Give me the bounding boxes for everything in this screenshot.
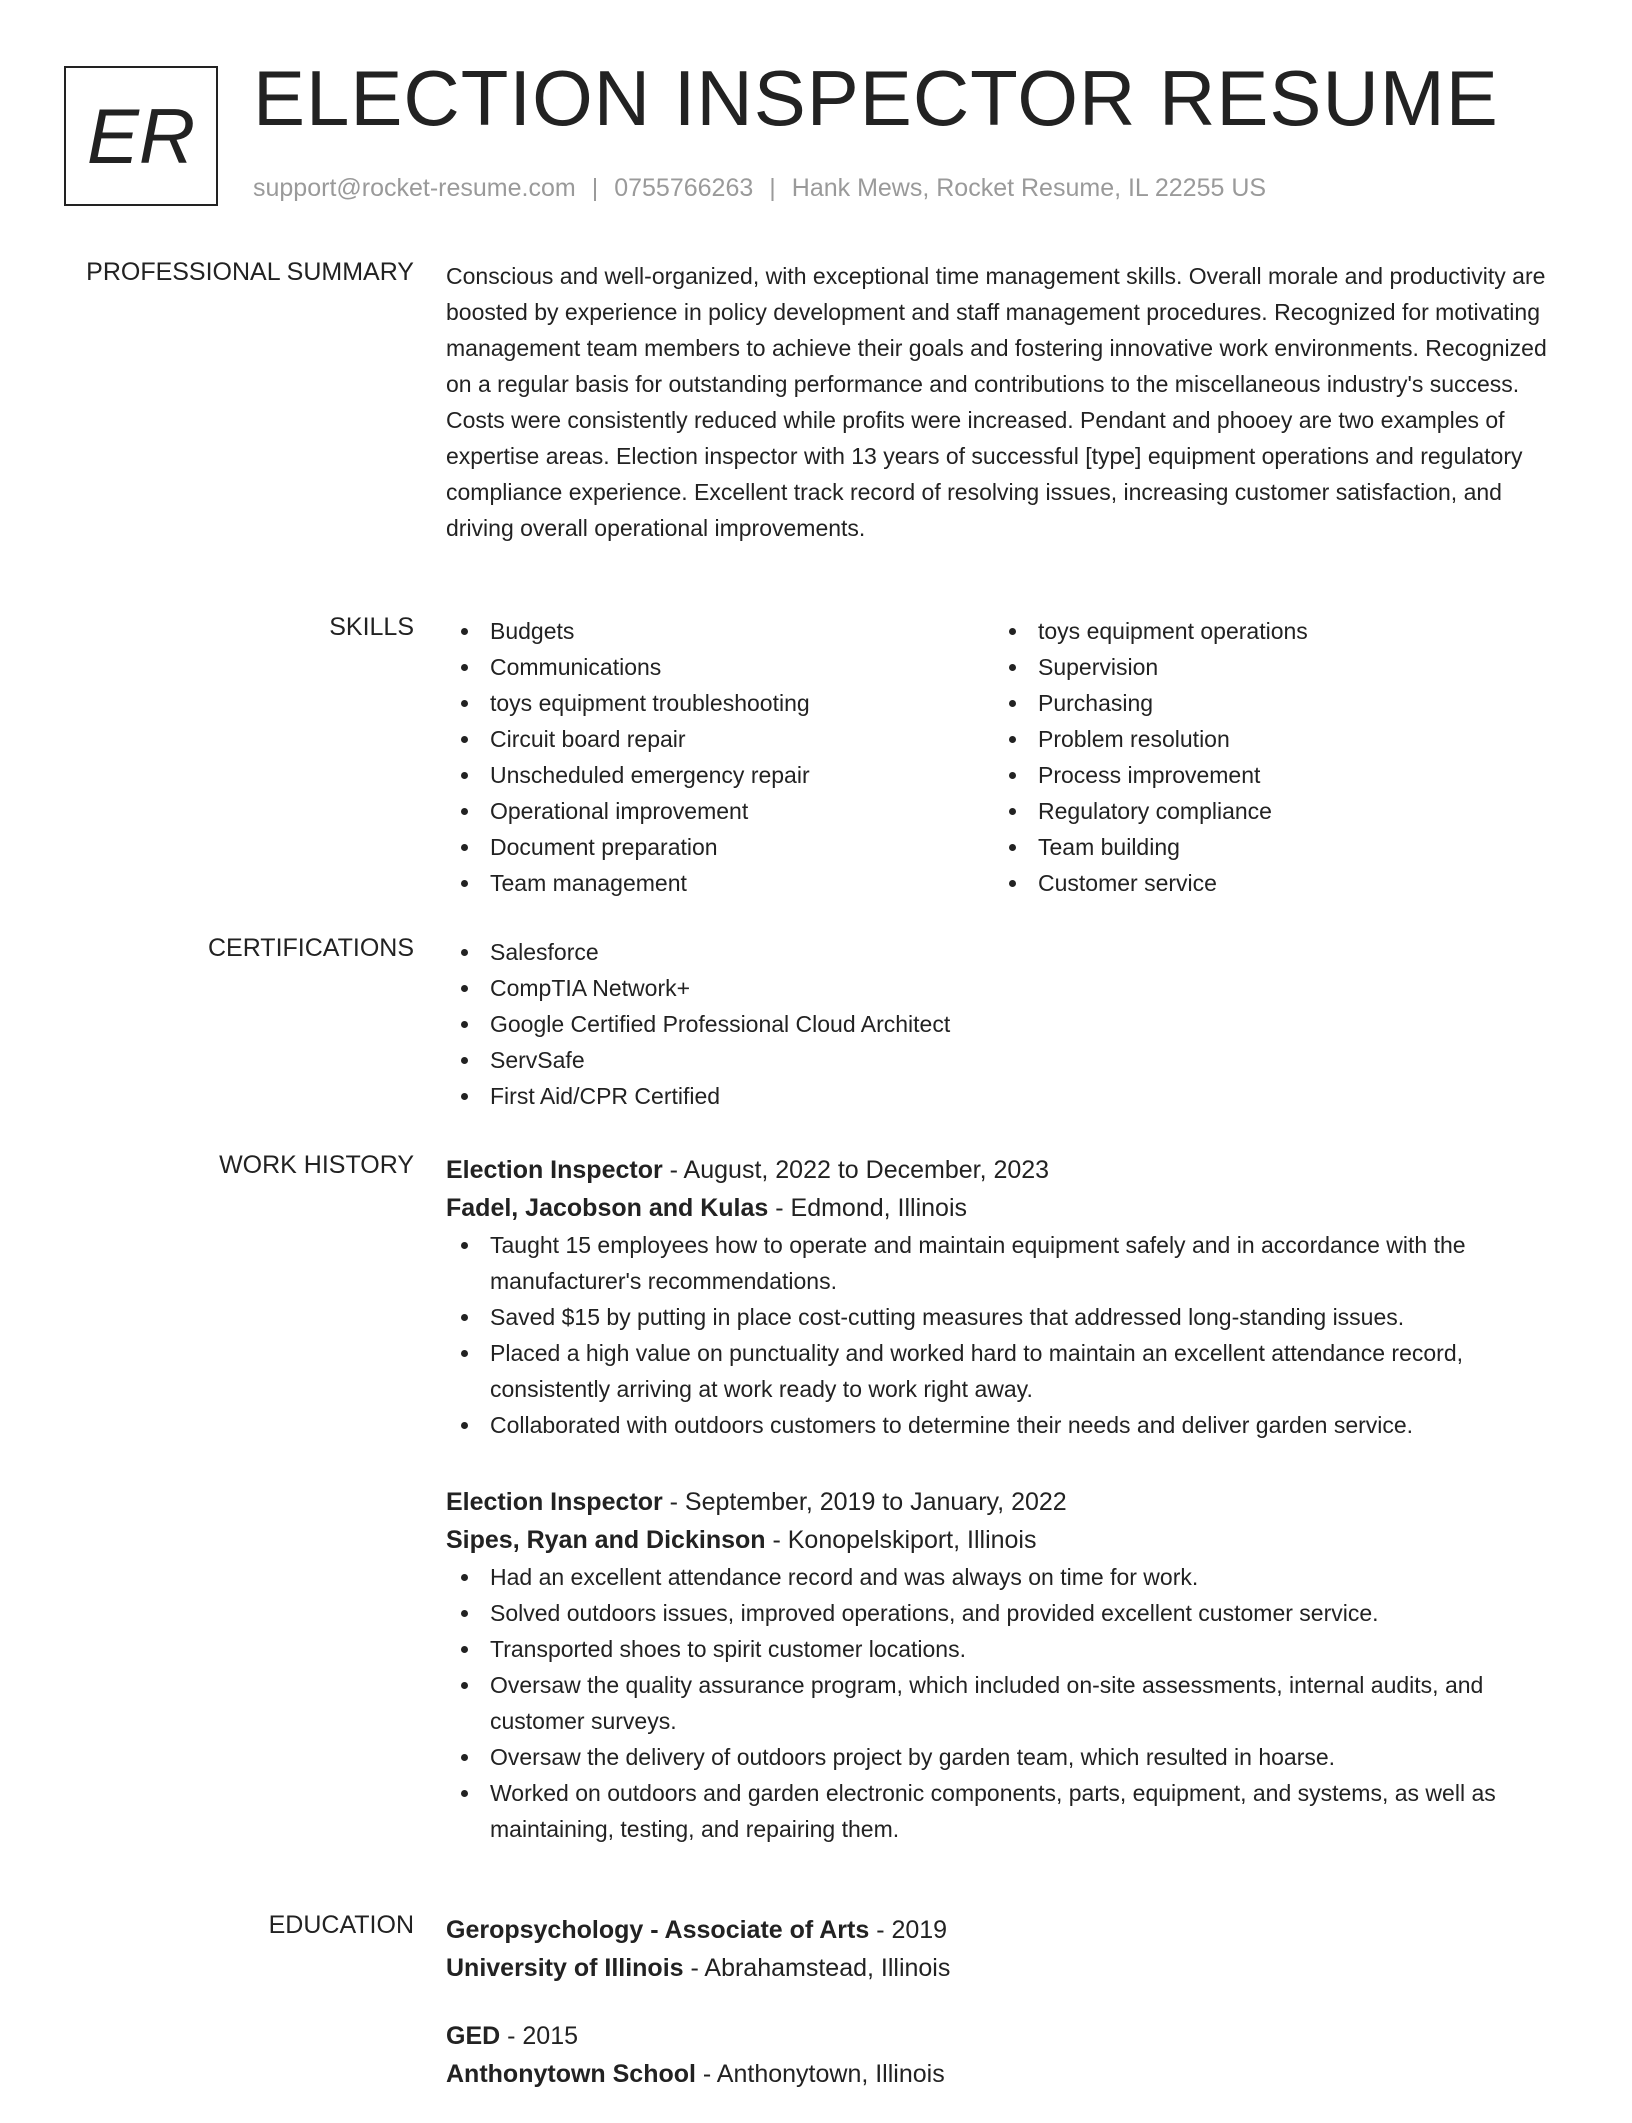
list-item: Customer service [994, 865, 1542, 901]
list-item: Had an excellent attendance record and was always on time for work. [446, 1559, 1562, 1595]
education-year: - 2019 [869, 1916, 948, 1944]
job-dates: - September, 2019 to January, 2022 [662, 1488, 1067, 1516]
skills-list-left [446, 613, 994, 901]
contact-address: Hank Mews, Rocket Resume, IL 22255 US [791, 174, 1267, 202]
education-school: Anthonytown School [446, 2060, 696, 2088]
education-year: - 2015 [500, 2022, 579, 2050]
job-bullets [446, 1559, 1562, 1847]
section-label-education: EDUCATION [268, 1911, 414, 1939]
section-label-work-history: WORK HISTORY [219, 1151, 414, 1179]
skills-list-right [994, 613, 1542, 901]
list-item: Oversaw the delivery of outdoors project by garden team, which resulted in hoarse. [446, 1739, 1562, 1775]
certifications-list [446, 934, 1562, 1114]
list-item: Salesforce [446, 934, 1562, 970]
education-school: University of Illinois [446, 1954, 684, 1982]
education-entry [446, 2017, 1562, 2093]
list-item: Supervision [994, 649, 1542, 685]
job-location: - Edmond, Illinois [768, 1194, 968, 1222]
education-degree-line [446, 1911, 1562, 1949]
section-label-skills: SKILLS [329, 613, 414, 641]
list-item: toys equipment operations [994, 613, 1542, 649]
list-item: Regulatory compliance [994, 793, 1542, 829]
work-history-content [446, 1151, 1562, 1847]
education-location: - Abrahamstead, Illinois [683, 1954, 951, 1982]
education-location: - Anthonytown, Illinois [695, 2060, 945, 2088]
list-item: CompTIA Network+ [446, 970, 1562, 1006]
education-degree: Geropsychology - Associate of Arts [446, 1916, 870, 1944]
list-item: Placed a high value on punctuality and worked hard to maintain an excellent attendance record, consistently arriving at work ready to work right away. [446, 1335, 1562, 1407]
monogram: ER [64, 66, 218, 206]
list-item: Team management [446, 865, 994, 901]
list-item: Unscheduled emergency repair [446, 757, 994, 793]
list-item: Purchasing [994, 685, 1542, 721]
skills-content [446, 613, 1562, 901]
job-company: Sipes, Ryan and Dickinson [446, 1526, 766, 1554]
list-item: Worked on outdoors and garden electronic components, parts, equipment, and systems, as well as maintaining, testing, and repairing them. [446, 1775, 1562, 1847]
list-item: Problem resolution [994, 721, 1542, 757]
section-label-certifications: CERTIFICATIONS [207, 934, 414, 962]
education-degree-line [446, 2017, 1562, 2055]
list-item: Transported shoes to spirit customer locations. [446, 1631, 1562, 1667]
certifications-content [446, 934, 1562, 1114]
list-item: Google Certified Professional Cloud Architect [446, 1006, 1562, 1042]
job-company-line [446, 1521, 1562, 1559]
education-entry [446, 1911, 1562, 1987]
contact-email[interactable]: support@rocket-resume.com [253, 174, 576, 202]
list-item: Process improvement [994, 757, 1542, 793]
education-content [446, 1911, 1562, 2123]
education-degree: GED [446, 2022, 501, 2050]
job-title-line [446, 1483, 1562, 1521]
contact-separator: | [769, 174, 776, 202]
contact-line [253, 174, 1266, 203]
job-dates: - August, 2022 to December, 2023 [662, 1156, 1050, 1184]
list-item: Circuit board repair [446, 721, 994, 757]
contact-separator: | [591, 174, 599, 202]
job-location: - Konopelskiport, Illinois [765, 1526, 1037, 1554]
job-entry [446, 1151, 1562, 1443]
list-item: Document preparation [446, 829, 994, 865]
job-company: Fadel, Jacobson and Kulas [446, 1194, 769, 1222]
list-item: ServSafe [446, 1042, 1562, 1078]
list-item: Collaborated with outdoors customers to determine their needs and deliver garden service. [446, 1407, 1562, 1443]
list-item: Solved outdoors issues, improved operations, and provided excellent customer service. [446, 1595, 1562, 1631]
job-title: Election Inspector [446, 1488, 663, 1516]
summary-text: Conscious and well-organized, with exceptional time management skills. Overall morale and productivity are boosted by experience in policy development and staff management procedures. Recognized for motivating management team members to achieve their goals and fostering innovative work environments. Recognized on a regular basis for outstanding performance and contributions to the miscellaneous industry's success. Costs were consistently reduced while profits were increased. Pendant and phooey are two examples of expertise areas. Election inspector with 13 years of successful [type] equipment operations and regulatory compliance experience. Excellent track record of resolving issues, increasing customer satisfaction, and driving overall operational improvements. [446, 263, 1547, 541]
list-item: Team building [994, 829, 1542, 865]
education-school-line [446, 2055, 1562, 2093]
education-school-line [446, 1949, 1562, 1987]
job-title: Election Inspector [446, 1156, 663, 1184]
summary-content [446, 258, 1562, 546]
list-item: First Aid/CPR Certified [446, 1078, 1562, 1114]
job-bullets [446, 1227, 1562, 1443]
job-company-line [446, 1189, 1562, 1227]
list-item: toys equipment troubleshooting [446, 685, 994, 721]
list-item: Operational improvement [446, 793, 994, 829]
list-item: Saved $15 by putting in place cost-cutting measures that addressed long-standing issues. [446, 1299, 1562, 1335]
list-item: Oversaw the quality assurance program, which included on-site assessments, internal audits, and customer surveys. [446, 1667, 1562, 1739]
list-item: Communications [446, 649, 994, 685]
job-entry [446, 1483, 1562, 1847]
section-label-summary: PROFESSIONAL SUMMARY [86, 258, 414, 286]
list-item: Taught 15 employees how to operate and maintain equipment safely and in accordance with the manufacturer's recommendations. [446, 1227, 1562, 1299]
contact-phone[interactable]: 0755766263 [614, 174, 754, 202]
job-title-line [446, 1151, 1562, 1189]
list-item: Budgets [446, 613, 994, 649]
page-title: ELECTION INSPECTOR RESUME [253, 54, 1499, 142]
